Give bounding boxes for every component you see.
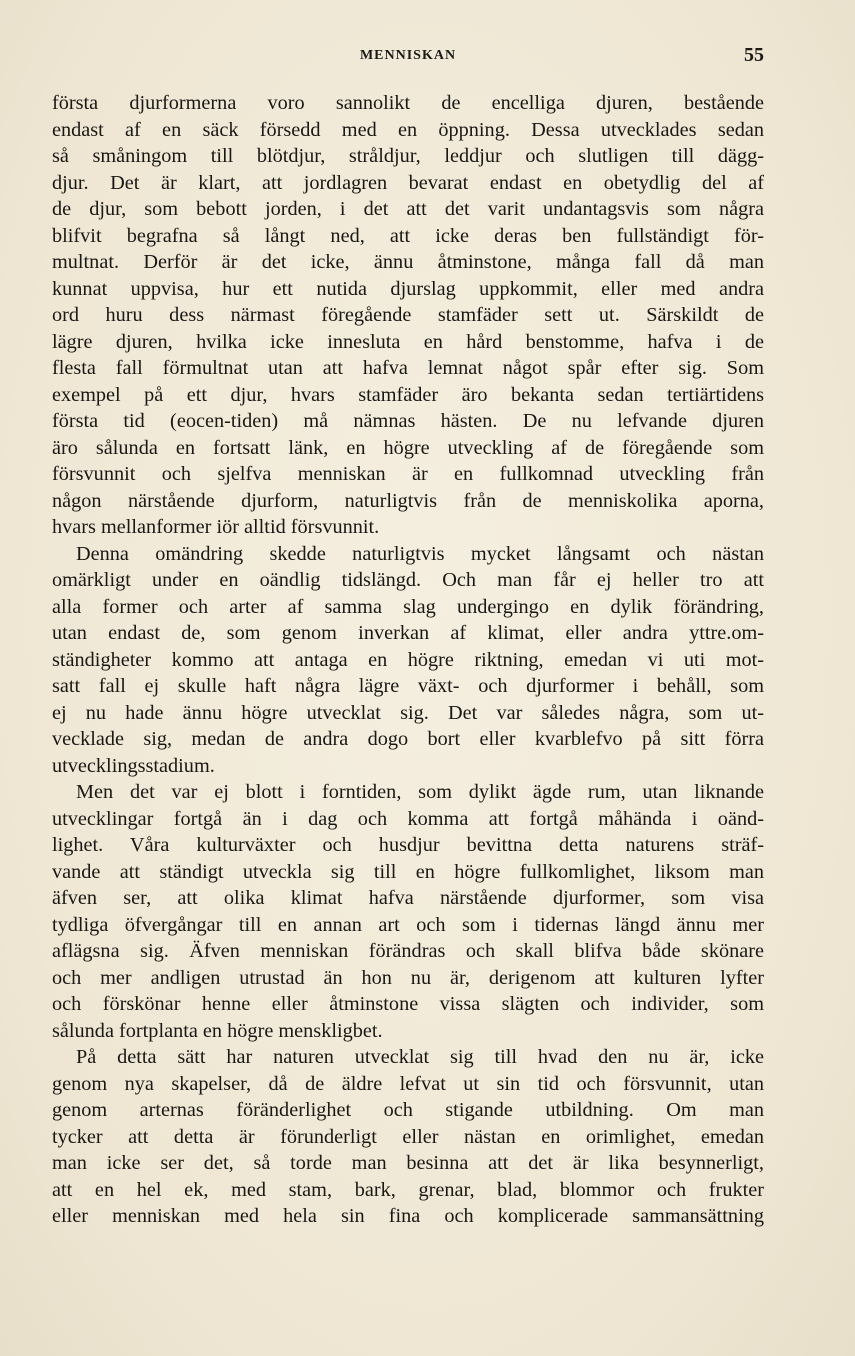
- text-line: djur. Det är klart, att jordlagren bevarat endast en obetydlig del af: [52, 171, 764, 194]
- text-line: och förskönar henne eller åtminstone vissa slägten och individer, som: [52, 993, 764, 1015]
- text-line: äfven ser, att olika klimat hafva närstående djurformer, som visa: [52, 887, 764, 909]
- text-line: man icke ser det, så torde man besinna att det är lika besynnerligt,: [52, 1152, 764, 1174]
- paragraph: [52, 779, 764, 1044]
- text-line: någon närstående djurform, naturligtvis från de menniskolika aporna,: [52, 489, 764, 512]
- text-line: äro sålunda en fortsatt länk, en högre utveckling af de föregående som: [52, 436, 764, 459]
- text-line: endast af en säck försedd med en öppning. Dessa utvecklades sedan: [52, 118, 764, 141]
- text-line: vande att ständigt utveckla sig till en högre fullkomlighet, liksom man: [52, 860, 764, 883]
- text-line: försvunnit och sjelfva menniskan är en fullkomnad utveckling från: [52, 463, 764, 485]
- text-line: ständigheter kommo att antaga en högre riktning, emedan vi uti mot-: [52, 648, 764, 671]
- text-line: satt fall ej skulle haft några lägre växt- och djurformer i behåll, som: [52, 675, 764, 697]
- text-line: Men det var ej blott i forntiden, som dylikt ägde rum, utan liknande: [76, 781, 764, 803]
- text-line: utvecklingsstadium.: [52, 754, 215, 777]
- page-number: 55: [744, 44, 764, 66]
- text-line: tycker att detta är förunderligt eller nästan en orimlighet, emedan: [52, 1125, 764, 1148]
- text-line: utvecklingar fortgå än i dag och komma att fortgå måhända i oänd-: [52, 807, 764, 830]
- text-line: genom nya skapelser, då de äldre lefvat ut sin tid och försvunnit, utan: [52, 1072, 764, 1095]
- text-line: eller menniskan med hela sin fina och komplicerade sammansättning: [52, 1205, 764, 1227]
- text-line: vecklade sig, medan de andra dogo bort eller kvarblefvo på sitt förra: [52, 728, 764, 750]
- page-header: [52, 44, 764, 70]
- text-line: alla former och arter af samma slag undergingo en dylik förändring,: [52, 595, 764, 618]
- text-line: de djur, som bebott jorden, i det att det varit undantagsvis som några: [52, 198, 764, 220]
- text-line: kunnat uppvisa, hur ett nutida djurslag uppkommit, eller med andra: [52, 277, 764, 300]
- text-line: lägre djuren, hvilka icke innesluta en hård benstomme, hafva i de: [52, 330, 764, 353]
- text-line: utan endast de, som genom inverkan af klimat, eller andra yttre.om-: [52, 622, 764, 644]
- text-line: exempel på ett djur, hvars stamfäder äro bekanta sedan tertiärtidens: [52, 383, 764, 406]
- paragraph: [52, 1044, 764, 1230]
- text-line: tydliga öfvergångar till en annan art och som i tidernas längd ännu mer: [52, 913, 764, 936]
- paragraph: [52, 541, 764, 780]
- text-line: aflägsna sig. Äfven menniskan förändras och skall blifva både skönare: [52, 940, 764, 962]
- text-line: ej nu hade ännu högre utvecklat sig. Det var således några, som ut-: [52, 701, 764, 724]
- text-line: så småningom till blötdjur, stråldjur, leddjur och slutligen till dägg-: [52, 145, 764, 167]
- text-line: sålunda fortplanta en högre menskligbet.: [52, 1019, 383, 1042]
- text-line: genom arternas föränderlighet och stigande utbildning. Om man: [52, 1099, 764, 1121]
- running-head: MENNISKAN: [359, 48, 457, 63]
- text-line: På detta sätt har naturen utvecklat sig till hvad den nu är, icke: [76, 1046, 764, 1068]
- text-line: första tid (eocen-tiden) må nämnas hästen. De nu lefvande djuren: [52, 410, 764, 432]
- text-line: första djurformerna voro sannolikt de encelliga djuren, bestående: [52, 92, 764, 114]
- text-line: flesta fall förmultnat utan att hafva lemnat något spår efter sig. Som: [52, 357, 764, 379]
- text-line: att en hel ek, med stam, bark, grenar, blad, blommor och frukter: [52, 1178, 764, 1201]
- text-line: omärkligt under en oändlig tidslängd. Och man får ej heller tro att: [52, 569, 764, 591]
- text-line: multnat. Derför är det icke, ännu åtminstone, många fall då man: [52, 251, 764, 273]
- text-line: lighet. Våra kulturväxter och husdjur bevittna detta naturens sträf-: [52, 834, 764, 856]
- body-text: [52, 90, 764, 1230]
- text-line: ord huru dess närmast föregående stamfäder sett ut. Särskildt de: [52, 304, 764, 326]
- paragraph: [52, 90, 764, 541]
- text-line: och mer andligen utrustad än hon nu är, derigenom att kulturen lyfter: [52, 966, 764, 989]
- text-line: hvars mellanformer iör alltid försvunnit.: [52, 516, 380, 538]
- text-line: blifvit begrafna så långt ned, att icke deras ben fullständigt för-: [52, 224, 764, 247]
- text-line: Denna omändring skedde naturligtvis mycket långsamt och nästan: [76, 542, 764, 565]
